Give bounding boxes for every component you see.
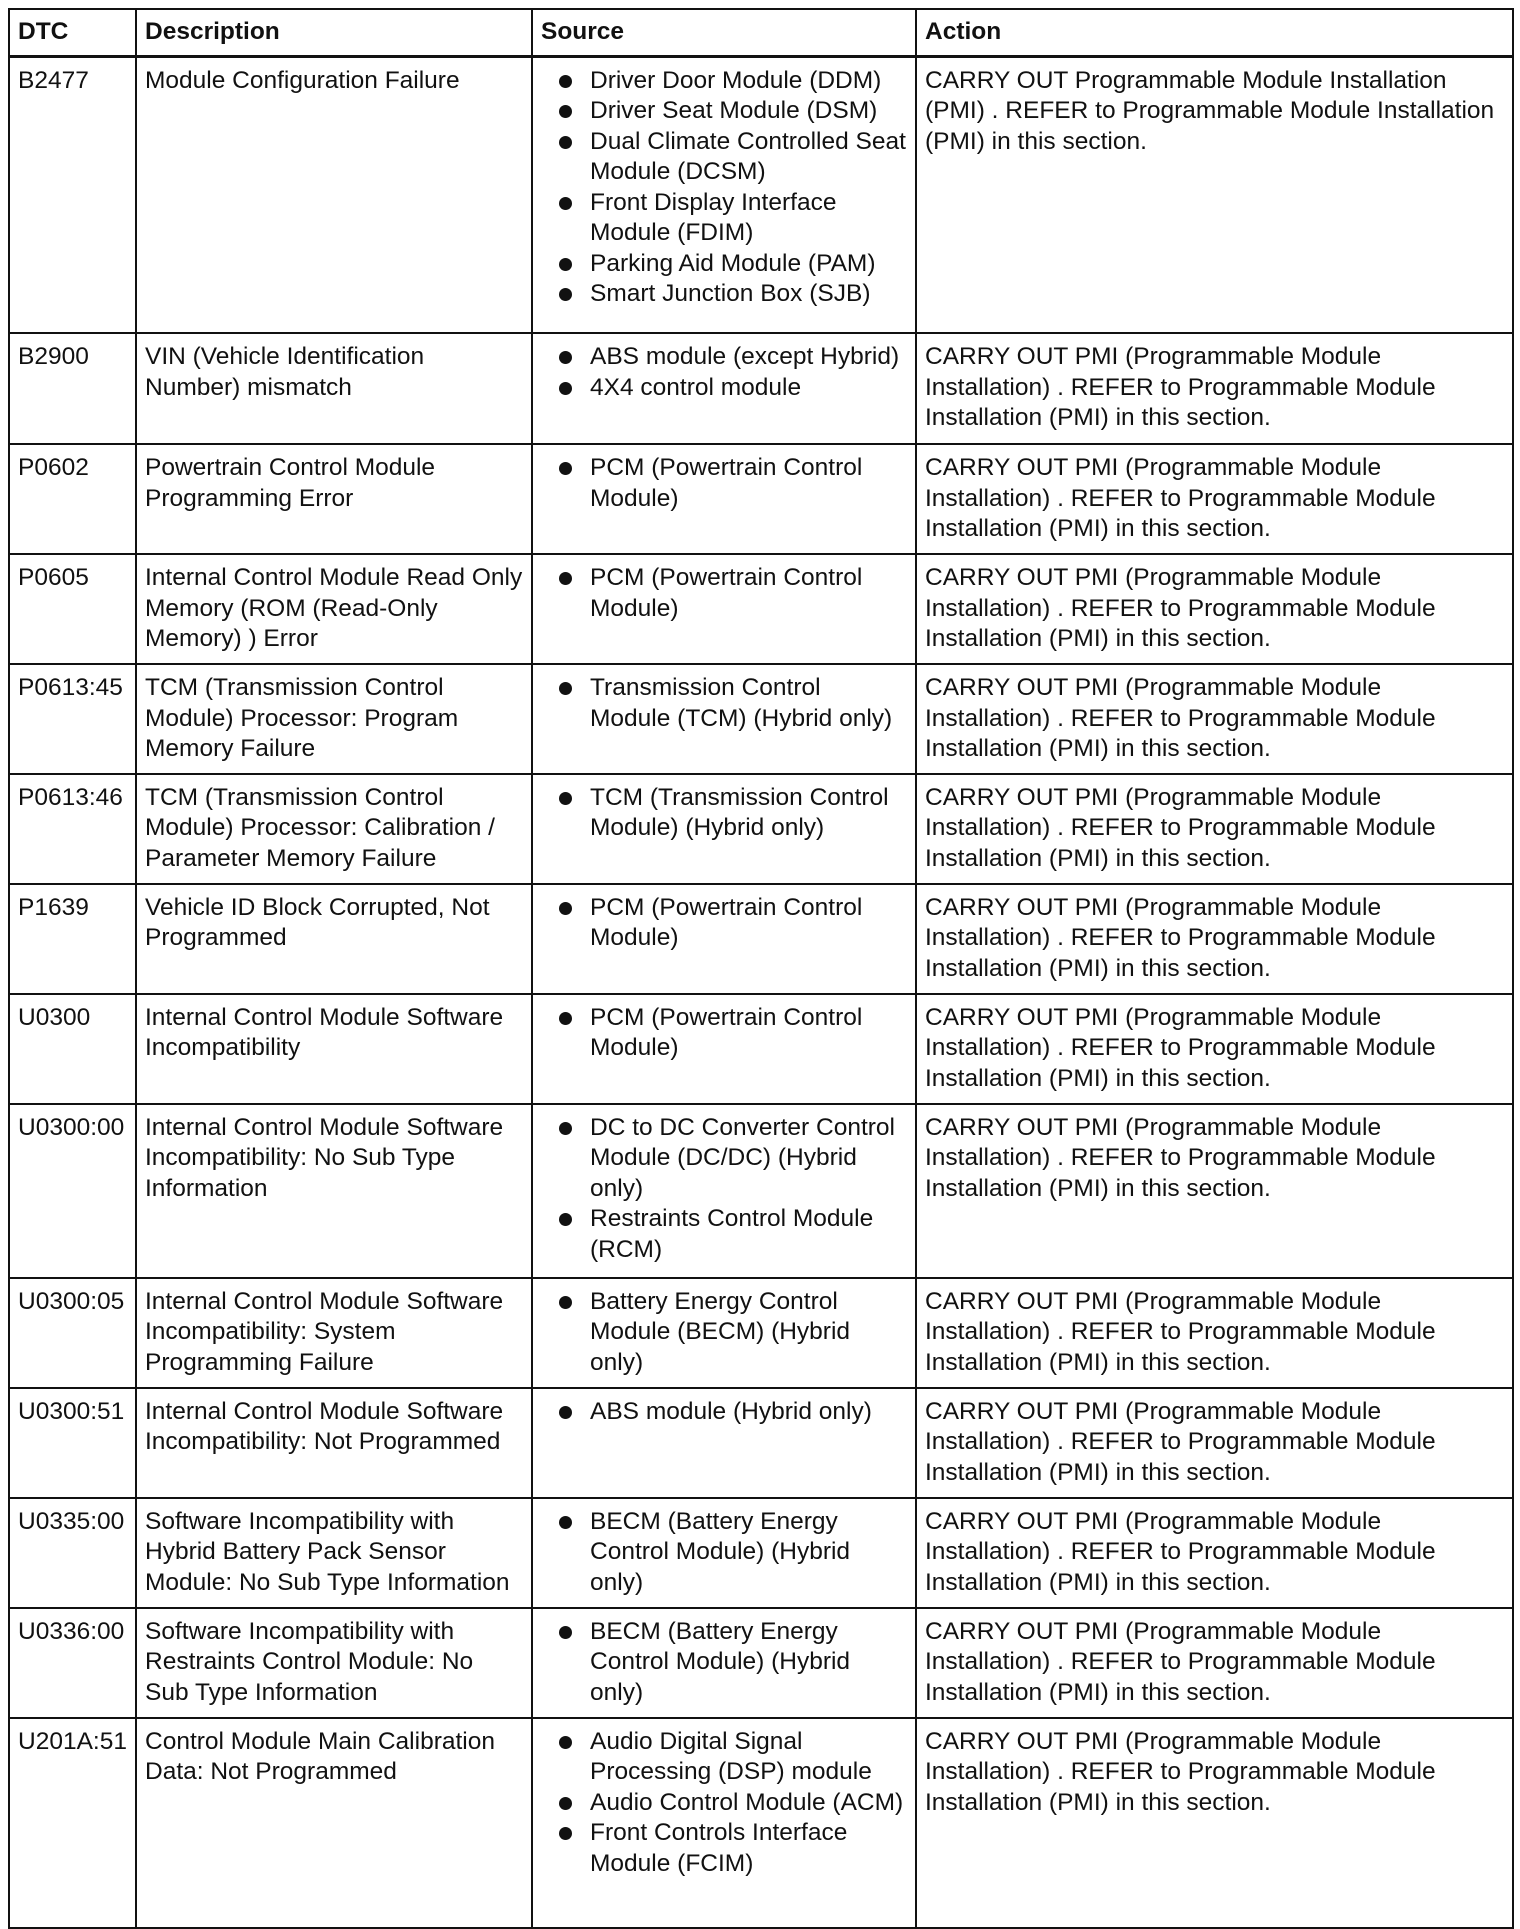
dtc-description: Internal Control Module Read Only Memory (ROM (Read-Only Memory) ) Error (136, 554, 532, 664)
dtc-action: CARRY OUT PMI (Programmable Module Installation) . REFER to Programmable Module Installation (PMI) in this section. (916, 1104, 1513, 1278)
source-list (557, 1617, 907, 1709)
source-list-item: PCM (Powertrain Control Module) (557, 893, 907, 954)
table-row (9, 333, 1513, 444)
source-list (557, 1113, 907, 1266)
dtc-description: TCM (Transmission Control Module) Processor: Calibration / Parameter Memory Failure (136, 774, 532, 884)
table-row (9, 1104, 1513, 1278)
dtc-code: U201A:51 (9, 1718, 136, 1928)
source-list-item: PCM (Powertrain Control Module) (557, 563, 907, 624)
table-row (9, 444, 1513, 554)
dtc-description: Internal Control Module Software Incompatibility: Not Programmed (136, 1388, 532, 1498)
header-source: Source (532, 9, 916, 56)
source-list-item: Front Display Interface Module (FDIM) (557, 188, 907, 249)
dtc-code: U0300:00 (9, 1104, 136, 1278)
dtc-description: Internal Control Module Software Incompatibility: No Sub Type Information (136, 1104, 532, 1278)
dtc-description: Internal Control Module Software Incompatibility (136, 994, 532, 1104)
source-list (557, 1287, 907, 1379)
dtc-source (532, 333, 916, 444)
source-list (557, 1727, 907, 1880)
dtc-code: U0335:00 (9, 1498, 136, 1608)
dtc-action: CARRY OUT PMI (Programmable Module Installation) . REFER to Programmable Module Installation (PMI) in this section. (916, 1718, 1513, 1928)
dtc-description: Module Configuration Failure (136, 56, 532, 333)
source-list-item: BECM (Battery Energy Control Module) (Hybrid only) (557, 1617, 907, 1709)
table-row (9, 664, 1513, 774)
source-list-item: Dual Climate Controlled Seat Module (DCSM) (557, 127, 907, 188)
dtc-source (532, 1278, 916, 1388)
dtc-code: P0613:45 (9, 664, 136, 774)
table-row (9, 1718, 1513, 1928)
source-list-item: BECM (Battery Energy Control Module) (Hybrid only) (557, 1507, 907, 1599)
dtc-action: CARRY OUT PMI (Programmable Module Installation) . REFER to Programmable Module Installation (PMI) in this section. (916, 1278, 1513, 1388)
source-list (557, 1507, 907, 1599)
dtc-source (532, 444, 916, 554)
dtc-source (532, 884, 916, 994)
dtc-description: Vehicle ID Block Corrupted, Not Programmed (136, 884, 532, 994)
table-header-row (9, 9, 1513, 56)
source-list-item: TCM (Transmission Control Module) (Hybrid only) (557, 783, 907, 844)
source-list (557, 453, 907, 514)
dtc-action: CARRY OUT PMI (Programmable Module Installation) . REFER to Programmable Module Installation (PMI) in this section. (916, 994, 1513, 1104)
dtc-action: CARRY OUT PMI (Programmable Module Installation) . REFER to Programmable Module Installation (PMI) in this section. (916, 774, 1513, 884)
dtc-code: P1639 (9, 884, 136, 994)
dtc-code: B2900 (9, 333, 136, 444)
table-row (9, 1388, 1513, 1498)
source-list-item: Driver Seat Module (DSM) (557, 96, 907, 127)
dtc-action: CARRY OUT PMI (Programmable Module Installation) . REFER to Programmable Module Installation (PMI) in this section. (916, 664, 1513, 774)
header-action: Action (916, 9, 1513, 56)
source-list-item: Audio Control Module (ACM) (557, 1788, 907, 1819)
dtc-description: VIN (Vehicle Identification Number) mismatch (136, 333, 532, 444)
table-body (9, 56, 1513, 1928)
dtc-code: U0300 (9, 994, 136, 1104)
source-list-item: DC to DC Converter Control Module (DC/DC) (Hybrid only) (557, 1113, 907, 1205)
dtc-description: Internal Control Module Software Incompatibility: System Programming Failure (136, 1278, 532, 1388)
source-list (557, 66, 907, 310)
dtc-action: CARRY OUT PMI (Programmable Module Installation) . REFER to Programmable Module Installation (PMI) in this section. (916, 333, 1513, 444)
source-list-item: Battery Energy Control Module (BECM) (Hybrid only) (557, 1287, 907, 1379)
source-list (557, 563, 907, 624)
dtc-action: CARRY OUT PMI (Programmable Module Installation) . REFER to Programmable Module Installation (PMI) in this section. (916, 884, 1513, 994)
dtc-source (532, 1718, 916, 1928)
source-list (557, 783, 907, 844)
source-list-item: Audio Digital Signal Processing (DSP) module (557, 1727, 907, 1788)
dtc-code: U0336:00 (9, 1608, 136, 1718)
table-row (9, 1278, 1513, 1388)
source-list-item: Restraints Control Module (RCM) (557, 1204, 907, 1265)
dtc-code: P0602 (9, 444, 136, 554)
dtc-source (532, 774, 916, 884)
dtc-source (532, 664, 916, 774)
source-list-item: Front Controls Interface Module (FCIM) (557, 1818, 907, 1879)
dtc-description: Software Incompatibility with Restraints Control Module: No Sub Type Information (136, 1608, 532, 1718)
source-list-item: Smart Junction Box (SJB) (557, 279, 907, 310)
table-row (9, 994, 1513, 1104)
table-row (9, 1608, 1513, 1718)
source-list-item: 4X4 control module (557, 373, 907, 404)
dtc-source (532, 1388, 916, 1498)
dtc-description: TCM (Transmission Control Module) Processor: Program Memory Failure (136, 664, 532, 774)
dtc-action: CARRY OUT Programmable Module Installation (PMI) . REFER to Programmable Module Installation (PMI) in this section. (916, 56, 1513, 333)
source-list-item: PCM (Powertrain Control Module) (557, 453, 907, 514)
dtc-source (532, 1608, 916, 1718)
source-list-item: Parking Aid Module (PAM) (557, 249, 907, 280)
table-row (9, 56, 1513, 333)
header-description: Description (136, 9, 532, 56)
dtc-source (532, 554, 916, 664)
dtc-action: CARRY OUT PMI (Programmable Module Installation) . REFER to Programmable Module Installation (PMI) in this section. (916, 444, 1513, 554)
dtc-action: CARRY OUT PMI (Programmable Module Installation) . REFER to Programmable Module Installation (PMI) in this section. (916, 1388, 1513, 1498)
table-row (9, 554, 1513, 664)
dtc-source (532, 56, 916, 333)
dtc-description: Control Module Main Calibration Data: Not Programmed (136, 1718, 532, 1928)
dtc-action: CARRY OUT PMI (Programmable Module Installation) . REFER to Programmable Module Installation (PMI) in this section. (916, 1498, 1513, 1608)
dtc-code: B2477 (9, 56, 136, 333)
source-list-item: ABS module (except Hybrid) (557, 342, 907, 373)
dtc-code: U0300:05 (9, 1278, 136, 1388)
dtc-description: Software Incompatibility with Hybrid Battery Pack Sensor Module: No Sub Type Information (136, 1498, 532, 1608)
source-list-item: PCM (Powertrain Control Module) (557, 1003, 907, 1064)
dtc-code: U0300:51 (9, 1388, 136, 1498)
table-row (9, 884, 1513, 994)
dtc-table (8, 8, 1514, 1929)
source-list (557, 1003, 907, 1064)
dtc-source (532, 994, 916, 1104)
dtc-code: P0605 (9, 554, 136, 664)
dtc-source (532, 1104, 916, 1278)
header-dtc: DTC (9, 9, 136, 56)
dtc-code: P0613:46 (9, 774, 136, 884)
dtc-action: CARRY OUT PMI (Programmable Module Installation) . REFER to Programmable Module Installation (PMI) in this section. (916, 554, 1513, 664)
source-list (557, 342, 907, 403)
source-list-item: ABS module (Hybrid only) (557, 1397, 907, 1428)
dtc-description: Powertrain Control Module Programming Error (136, 444, 532, 554)
source-list-item: Driver Door Module (DDM) (557, 66, 907, 97)
source-list (557, 893, 907, 954)
source-list (557, 1397, 907, 1428)
table-row (9, 1498, 1513, 1608)
dtc-source (532, 1498, 916, 1608)
table-row (9, 774, 1513, 884)
dtc-action: CARRY OUT PMI (Programmable Module Installation) . REFER to Programmable Module Installation (PMI) in this section. (916, 1608, 1513, 1718)
source-list (557, 673, 907, 734)
source-list-item: Transmission Control Module (TCM) (Hybrid only) (557, 673, 907, 734)
